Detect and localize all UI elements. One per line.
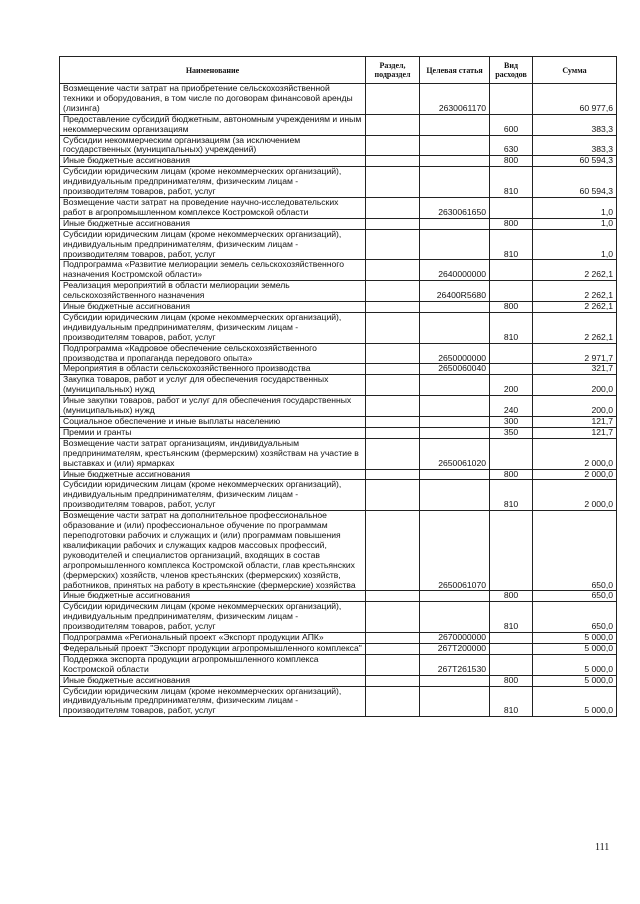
cell-target (420, 686, 490, 717)
cell-section (366, 375, 420, 396)
cell-target (420, 591, 490, 602)
cell-section (366, 417, 420, 428)
cell-sum: 2 000,0 (533, 438, 617, 469)
cell-target (420, 312, 490, 343)
cell-name: Закупка товаров, работ и услуг для обеспечения государственных (муниципальных) нужд (60, 375, 366, 396)
cell-sum: 321,7 (533, 364, 617, 375)
table-row (60, 591, 617, 602)
cell-name: Иные бюджетные ассигнования (60, 591, 366, 602)
table-row (60, 156, 617, 167)
cell-sum: 2 262,1 (533, 302, 617, 313)
cell-sum: 650,0 (533, 511, 617, 591)
cell-sum: 5 000,0 (533, 643, 617, 654)
cell-name: Субсидии юридическим лицам (кроме некоммерческих организаций), индивидуальным предпринимателям, физическим лицам - производителям товаров, работ, услуг (60, 229, 366, 260)
table-header (60, 57, 617, 84)
cell-type: 800 (490, 218, 533, 229)
cell-section (366, 633, 420, 644)
cell-sum: 200,0 (533, 375, 617, 396)
table-row (60, 643, 617, 654)
cell-target: 2670000000 (420, 633, 490, 644)
cell-target (420, 602, 490, 633)
cell-target (420, 427, 490, 438)
cell-name: Социальное обеспечение и иные выплаты населению (60, 417, 366, 428)
cell-type (490, 438, 533, 469)
cell-target: 2650061020 (420, 438, 490, 469)
cell-target (420, 229, 490, 260)
cell-section (366, 114, 420, 135)
cell-sum: 2 262,1 (533, 281, 617, 302)
cell-section (366, 675, 420, 686)
header-name: Наименование (60, 57, 366, 84)
header-row (60, 57, 617, 84)
table-row (60, 114, 617, 135)
cell-section (366, 480, 420, 511)
cell-name: Субсидии юридическим лицам (кроме некоммерческих организаций), индивидуальным предпринимателям, физическим лицам - производителям товаров, работ, услуг (60, 312, 366, 343)
table-row (60, 135, 617, 156)
cell-name: Иные закупки товаров, работ и услуг для обеспечения государственных (муниципальных) нужд (60, 396, 366, 417)
table-row (60, 602, 617, 633)
table-row (60, 469, 617, 480)
table-row (60, 654, 617, 675)
table-row (60, 281, 617, 302)
cell-target (420, 469, 490, 480)
cell-name: Иные бюджетные ассигнования (60, 302, 366, 313)
cell-target (420, 480, 490, 511)
cell-type: 810 (490, 480, 533, 511)
page-number: 111 (595, 842, 610, 853)
cell-sum: 1,0 (533, 197, 617, 218)
table-row (60, 438, 617, 469)
cell-name: Субсидии юридическим лицам (кроме некоммерческих организаций), индивидуальным предпринимателям, физическим лицам - производителям товаров, работ, услуг (60, 602, 366, 633)
table-row (60, 364, 617, 375)
table-row (60, 417, 617, 428)
cell-target (420, 396, 490, 417)
cell-section (366, 591, 420, 602)
table-row (60, 312, 617, 343)
cell-sum: 121,7 (533, 427, 617, 438)
header-target: Целевая статья (420, 57, 490, 84)
cell-section (366, 84, 420, 115)
cell-type (490, 654, 533, 675)
cell-name: Иные бюджетные ассигнования (60, 218, 366, 229)
table-row (60, 84, 617, 115)
cell-section (366, 364, 420, 375)
cell-sum: 2 000,0 (533, 480, 617, 511)
cell-section (366, 197, 420, 218)
cell-target: 26400R5680 (420, 281, 490, 302)
cell-sum: 650,0 (533, 602, 617, 633)
cell-sum: 2 262,1 (533, 260, 617, 281)
cell-name: Возмещение части затрат на проведение научно-исследовательских работ в агропромышленном комплексе Костромской области (60, 197, 366, 218)
cell-section (366, 229, 420, 260)
cell-target: 267Т261530 (420, 654, 490, 675)
cell-section (366, 260, 420, 281)
table-row (60, 218, 617, 229)
cell-target (420, 218, 490, 229)
table-row (60, 480, 617, 511)
table-row (60, 260, 617, 281)
cell-target: 2650060040 (420, 364, 490, 375)
cell-type: 200 (490, 375, 533, 396)
cell-target: 2640000000 (420, 260, 490, 281)
cell-section (366, 156, 420, 167)
cell-type (490, 511, 533, 591)
cell-target (420, 114, 490, 135)
cell-sum: 121,7 (533, 417, 617, 428)
cell-section (366, 167, 420, 198)
cell-section (366, 469, 420, 480)
cell-sum: 200,0 (533, 396, 617, 417)
cell-sum: 60 594,3 (533, 167, 617, 198)
cell-sum: 2 262,1 (533, 312, 617, 343)
cell-type: 300 (490, 417, 533, 428)
table-row (60, 396, 617, 417)
cell-sum: 1,0 (533, 229, 617, 260)
table-body (60, 84, 617, 717)
table-row (60, 302, 617, 313)
cell-section (366, 654, 420, 675)
cell-target (420, 302, 490, 313)
table-row (60, 167, 617, 198)
cell-name: Премии и гранты (60, 427, 366, 438)
cell-name: Субсидии юридическим лицам (кроме некоммерческих организаций), индивидуальным предпринимателям, физическим лицам - производителям товаров, работ, услуг (60, 167, 366, 198)
cell-sum: 60 977,6 (533, 84, 617, 115)
cell-name: Возмещение части затрат на дополнительное профессиональное образование и (или) профессиональное обучение по программам переподготовки рабочих и служащих и (или) программам повышения квалификации рабочих и служащих кадров массовых профессий, руководителей и специалистов организаций, входящих в состав агропромышленного комплекса Костромской области, глав крестьянских (фермерских) хозяйств, членов крестьянских (фермерских) хозяйств, работников, принятых на работу в крестьянские (фермерские) хозяйства (60, 511, 366, 591)
cell-type (490, 260, 533, 281)
cell-name: Мероприятия в области сельскохозяйственного производства (60, 364, 366, 375)
cell-section (366, 686, 420, 717)
cell-type (490, 84, 533, 115)
cell-type: 810 (490, 312, 533, 343)
cell-sum: 1,0 (533, 218, 617, 229)
cell-sum: 2 000,0 (533, 469, 617, 480)
cell-target (420, 675, 490, 686)
cell-name: Иные бюджетные ассигнования (60, 156, 366, 167)
cell-section (366, 218, 420, 229)
table-row (60, 427, 617, 438)
cell-type (490, 364, 533, 375)
cell-type: 350 (490, 427, 533, 438)
cell-name: Подпрограмма «Кадровое обеспечение сельскохозяйственного производства и пропаганда передового опыта» (60, 343, 366, 364)
cell-target (420, 135, 490, 156)
cell-target: 267Т200000 (420, 643, 490, 654)
header-section: Раздел, подраздел (366, 57, 420, 84)
cell-type (490, 343, 533, 364)
header-type: Вид расходов (490, 57, 533, 84)
cell-name: Субсидии юридическим лицам (кроме некоммерческих организаций), индивидуальным предпринимателям, физическим лицам - производителям товаров, работ, услуг (60, 686, 366, 717)
cell-name: Подпрограмма «Развитие мелиорации земель сельскохозяйственного назначения Костромской области» (60, 260, 366, 281)
cell-sum: 383,3 (533, 135, 617, 156)
cell-type: 810 (490, 686, 533, 717)
table-row (60, 675, 617, 686)
cell-section (366, 312, 420, 343)
cell-section (366, 281, 420, 302)
cell-type: 600 (490, 114, 533, 135)
cell-type (490, 197, 533, 218)
table-row (60, 229, 617, 260)
table-row (60, 633, 617, 644)
cell-type: 800 (490, 156, 533, 167)
cell-section (366, 396, 420, 417)
cell-type (490, 643, 533, 654)
cell-name: Возмещение части затрат на приобретение сельскохозяйственной техники и оборудования, в том числе по договорам финансовой аренды (лизинга) (60, 84, 366, 115)
cell-type: 800 (490, 302, 533, 313)
table-row (60, 343, 617, 364)
cell-sum: 5 000,0 (533, 633, 617, 644)
cell-sum: 650,0 (533, 591, 617, 602)
cell-section (366, 427, 420, 438)
cell-sum: 383,3 (533, 114, 617, 135)
cell-type (490, 281, 533, 302)
cell-name: Федеральный проект "Экспорт продукции агропромышленного комплекса" (60, 643, 366, 654)
cell-section (366, 302, 420, 313)
cell-type: 800 (490, 675, 533, 686)
cell-target (420, 375, 490, 396)
cell-name: Предоставление субсидий бюджетным, автономным учреждениям и иным некоммерческим организациям (60, 114, 366, 135)
cell-type: 810 (490, 602, 533, 633)
cell-type: 240 (490, 396, 533, 417)
table-row (60, 686, 617, 717)
cell-section (366, 135, 420, 156)
cell-section (366, 602, 420, 633)
cell-target (420, 156, 490, 167)
cell-name: Иные бюджетные ассигнования (60, 675, 366, 686)
cell-section (366, 643, 420, 654)
cell-sum: 5 000,0 (533, 686, 617, 717)
budget-table (59, 56, 617, 717)
table-row (60, 375, 617, 396)
table-row (60, 511, 617, 591)
cell-section (366, 511, 420, 591)
cell-type (490, 633, 533, 644)
cell-name: Реализация мероприятий в области мелиорации земель сельскохозяйственного назначения (60, 281, 366, 302)
cell-target (420, 167, 490, 198)
cell-type: 810 (490, 229, 533, 260)
cell-name: Поддержка экспорта продукции агропромышленного комплекса Костромской области (60, 654, 366, 675)
cell-type: 810 (490, 167, 533, 198)
cell-name: Иные бюджетные ассигнования (60, 469, 366, 480)
cell-sum: 60 594,3 (533, 156, 617, 167)
header-sum: Сумма (533, 57, 617, 84)
cell-target (420, 417, 490, 428)
table-row (60, 197, 617, 218)
cell-target: 2650061070 (420, 511, 490, 591)
cell-sum: 5 000,0 (533, 654, 617, 675)
cell-section (366, 438, 420, 469)
cell-sum: 2 971,7 (533, 343, 617, 364)
cell-target: 2650000000 (420, 343, 490, 364)
cell-section (366, 343, 420, 364)
cell-target: 2630061170 (420, 84, 490, 115)
cell-name: Подпрограмма «Региональный проект «Экспорт продукции АПК» (60, 633, 366, 644)
cell-type: 630 (490, 135, 533, 156)
cell-name: Возмещение части затрат организациям, индивидуальным предпринимателям, крестьянским (фермерским) хозяйствам на участие в выставках и (или) ярмарках (60, 438, 366, 469)
cell-type: 800 (490, 591, 533, 602)
cell-type: 800 (490, 469, 533, 480)
cell-sum: 5 000,0 (533, 675, 617, 686)
cell-name: Субсидии юридическим лицам (кроме некоммерческих организаций), индивидуальным предпринимателям, физическим лицам - производителям товаров, работ, услуг (60, 480, 366, 511)
cell-name: Субсидии некоммерческим организациям (за исключением государственных (муниципальных) учреждений) (60, 135, 366, 156)
cell-target: 2630061650 (420, 197, 490, 218)
